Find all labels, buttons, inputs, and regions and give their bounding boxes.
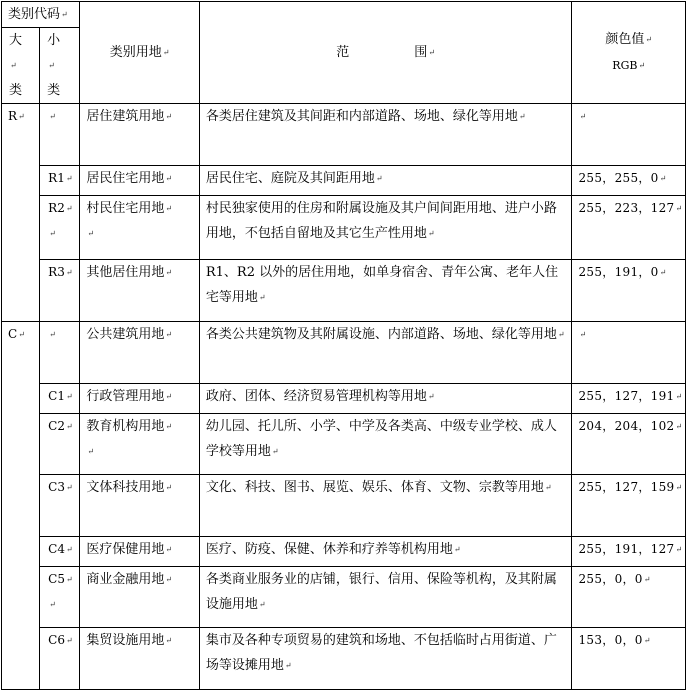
minor-code: ↵ bbox=[40, 104, 80, 166]
rgb-value: 153，0，0↵ bbox=[572, 628, 686, 690]
rgb-value: 255，0，0↵ bbox=[572, 567, 686, 628]
scope-text: 政府、团体、经济贸易管理机构等用地↵ bbox=[199, 384, 572, 414]
land-use-name: 文体科技用地↵ bbox=[80, 475, 200, 537]
scope-text: 医疗、防疫、保健、休养和疗养等机构用地↵ bbox=[199, 537, 572, 567]
land-use-name: 村民住宅用地↵ ↵ bbox=[80, 196, 200, 260]
table-row bbox=[2, 104, 686, 166]
minor-code: C1↵ bbox=[40, 384, 80, 414]
minor-code: C3↵ bbox=[40, 475, 80, 537]
land-use-name: 集贸设施用地↵ bbox=[80, 628, 200, 690]
land-use-name: 公共建筑用地↵ bbox=[80, 322, 200, 384]
scope-text: 文化、科技、图书、展览、娱乐、体育、文物、宗教等用地↵ bbox=[199, 475, 572, 537]
rgb-value: 255，223，127↵ bbox=[572, 196, 686, 260]
scope-text: 各类居住建筑及其间距和内部道路、场地、绿化等用地↵ bbox=[199, 104, 572, 166]
scope-header: 范 围↵ bbox=[199, 2, 572, 104]
rgb-value: 255，191，127↵ bbox=[572, 537, 686, 567]
land-use-name: 行政管理用地↵ bbox=[80, 384, 200, 414]
scope-text: 居民住宅、庭院及其间距用地↵ bbox=[199, 166, 572, 196]
rgb-value: 255，255，0↵ bbox=[572, 166, 686, 196]
minor-category-header: 小 ↵ 类 bbox=[40, 28, 80, 104]
land-use-name: 居住建筑用地↵ bbox=[80, 104, 200, 166]
scope-text: 各类商业服务业的店铺，银行、信用、保险等机构，及其附属设施用地↵ bbox=[199, 567, 572, 628]
scope-text: 村民独家使用的住房和附属设施及其户间间距用地、进户小路用地，不包括自留地及其它生产性用地↵ bbox=[199, 196, 572, 260]
minor-code: R2↵ ↵ bbox=[40, 196, 80, 260]
category-code-header: 类别代码↵ bbox=[2, 2, 80, 28]
major-category-header: 大 ↵ 类 bbox=[2, 28, 40, 104]
table-row bbox=[2, 166, 686, 196]
rgb-value: ↵ bbox=[572, 104, 686, 166]
header-row-top bbox=[2, 2, 686, 28]
minor-code: C5↵ ↵ bbox=[40, 567, 80, 628]
minor-code: C6↵ bbox=[40, 628, 80, 690]
table-row bbox=[2, 196, 686, 260]
table-row bbox=[2, 628, 686, 690]
scope-text: 集市及各种专项贸易的建筑和场地、不包括临时占用街道、广场等设摊用地↵ bbox=[199, 628, 572, 690]
minor-code: C4↵ bbox=[40, 537, 80, 567]
scope-text: R1、R2 以外的居住用地，如单身宿舍、青年公寓、老年人住宅等用地↵ bbox=[199, 260, 572, 322]
minor-code: ↵ bbox=[40, 322, 80, 384]
scope-text: 幼儿园、托儿所、小学、中学及各类高、中级专业学校、成人学校等用地↵ bbox=[199, 414, 572, 475]
table-row bbox=[2, 322, 686, 384]
land-use-name: 商业金融用地↵ bbox=[80, 567, 200, 628]
minor-code: C2↵ bbox=[40, 414, 80, 475]
land-use-name: 教育机构用地↵ ↵ bbox=[80, 414, 200, 475]
table-row bbox=[2, 260, 686, 322]
rgb-value: 255，127，159↵ bbox=[572, 475, 686, 537]
rgb-value: ↵ bbox=[572, 322, 686, 384]
table-row bbox=[2, 537, 686, 567]
land-use-table bbox=[1, 1, 686, 690]
land-use-name: 其他居住用地↵ bbox=[80, 260, 200, 322]
scope-text: 各类公共建筑物及其附属设施、内部道路、场地、绿化等用地↵ bbox=[199, 322, 572, 384]
major-code: C↵ bbox=[2, 322, 40, 690]
table-row bbox=[2, 384, 686, 414]
table-row bbox=[2, 414, 686, 475]
rgb-value: 255，127，191↵ bbox=[572, 384, 686, 414]
land-use-name: 居民住宅用地↵ bbox=[80, 166, 200, 196]
minor-code: R3↵ bbox=[40, 260, 80, 322]
table-row bbox=[2, 475, 686, 537]
rgb-value: 204，204，102↵ bbox=[572, 414, 686, 475]
land-use-name: 医疗保健用地↵ bbox=[80, 537, 200, 567]
table-row bbox=[2, 567, 686, 628]
rgb-value: 255，191，0↵ bbox=[572, 260, 686, 322]
land-use-header: 类别用地↵ bbox=[80, 2, 200, 104]
minor-code: R1↵ bbox=[40, 166, 80, 196]
major-code: R↵ bbox=[2, 104, 40, 322]
color-value-header: 颜色值↵ RGB↵ bbox=[572, 2, 686, 104]
